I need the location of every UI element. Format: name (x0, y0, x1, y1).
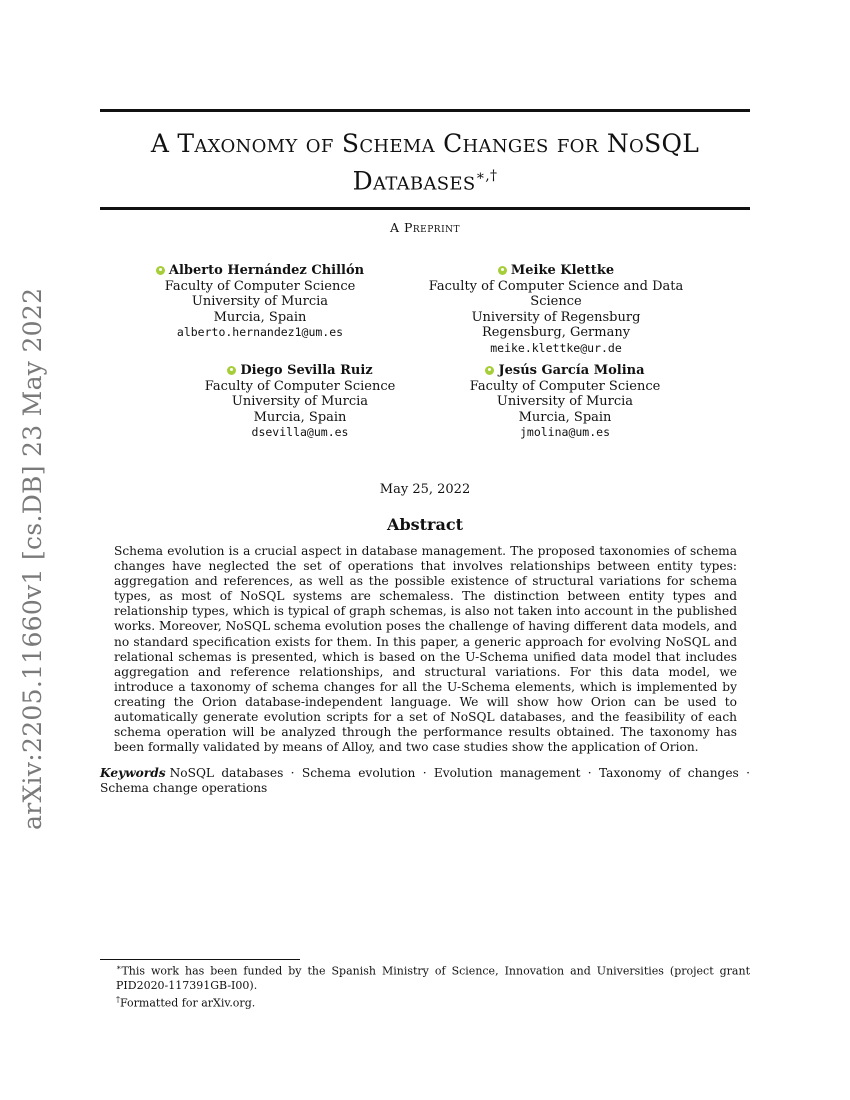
title-bottom-rule (100, 207, 750, 210)
footnote-mark: ∗ (116, 963, 122, 972)
author-university: University of Murcia (496, 394, 634, 409)
keywords-label: Keywords (100, 766, 166, 780)
footnote-format (100, 993, 750, 1011)
abstract-body: Schema evolution is a crucial aspect in database management. The proposed taxonomies of schema changes have neglected the set of operations that involves relationships between entity types: aggregation and references, as well as the possible existence of structural variations for schema types, as most of NoSQL systems are schemaless. The distinction between entity types and relationship types, which is typical of graph schemas, is also not taken into account in the published works. Moreover, NoSQL schema evolution poses the challenge of having different data models, and no standard specification exists for them. In this paper, a generic approach for evolving NoSQL and relational schemas is presented, which is based on the U-Schema unified data model that includes aggregation and reference relationships, and structural variations. For this data model, we introduce a taxonomy of schema changes for all the U-Schema elements, which is implemented by creating the Orion database-independent language. We will show how Orion can be used to automatically generate evolution scripts for a set of NoSQL databases, and the feasibility of each schema operation will be analyzed through the performance results obtained. The taxonomy has been formally validated by means of Alloy, and two case studies show the application of Orion. (114, 544, 737, 755)
author-name-row (450, 363, 680, 379)
footnote-text: Formatted for arXiv.org. (120, 996, 256, 1010)
author-block (406, 263, 706, 356)
author-affiliation: Faculty of Computer Science (204, 378, 396, 394)
title-line-2 (100, 160, 750, 197)
author-location: Murcia, Spain (518, 409, 612, 425)
author-university: University of Murcia (231, 394, 369, 409)
author-affiliation: Faculty of Computer Science and Data Science (428, 278, 684, 309)
title-footnote-marks: ∗,† (475, 168, 498, 184)
author-university: University of Regensburg (471, 309, 641, 325)
author-affiliation: Faculty of Computer Science (164, 278, 356, 294)
footnote-mark: † (116, 994, 120, 1004)
author-affiliation: Faculty of Computer Science (469, 378, 661, 394)
author-name-row (406, 263, 706, 279)
author-location: Regensburg, Germany (481, 325, 631, 340)
author-block (450, 363, 680, 441)
orcid-icon[interactable] (485, 366, 494, 375)
author-email[interactable]: dsevilla@um.es (251, 425, 349, 439)
footnote-funding (100, 961, 750, 993)
author-name-row (185, 363, 415, 379)
author-block (145, 263, 375, 341)
title-line-2-text: Databases (352, 166, 476, 196)
author-email[interactable]: meike.klettke@ur.de (490, 340, 622, 355)
author-email[interactable]: alberto.hernandez1@um.es (176, 325, 344, 339)
keywords-section (100, 766, 750, 796)
title-top-rule (100, 109, 750, 112)
footnotes (100, 961, 750, 1010)
footnote-rule (100, 959, 300, 960)
arxiv-sidebar-identifier: arXiv:2205.11660v1 [cs.DB] 23 May 2022 (18, 287, 47, 830)
author-email[interactable]: jmolina@um.es (519, 425, 610, 439)
author-name: Jesús García Molina (498, 363, 645, 378)
author-location: Murcia, Spain (213, 309, 307, 325)
orcid-icon[interactable] (156, 266, 165, 275)
paper-title (100, 128, 750, 197)
author-block (185, 363, 415, 441)
author-name: Alberto Hernández Chillón (168, 263, 365, 278)
author-name: Meike Klettke (510, 263, 615, 278)
abstract-heading: Abstract (387, 515, 463, 534)
orcid-icon[interactable] (227, 366, 236, 375)
author-name-row (145, 263, 375, 279)
author-name: Diego Sevilla Ruiz (240, 363, 373, 378)
preprint-label: A Preprint (389, 220, 461, 235)
paper-date: May 25, 2022 (379, 482, 471, 497)
orcid-icon[interactable] (498, 266, 507, 275)
author-location: Murcia, Spain (253, 409, 347, 425)
footnote-text: This work has been funded by the Spanish Ministry of Science, Innovation and Universities (project grant PID2020-117391GB-I00). (116, 964, 750, 992)
title-line-1: A Taxonomy of Schema Changes for NoSQL (150, 129, 700, 158)
author-university: University of Murcia (191, 294, 329, 309)
keywords-list: NoSQL databases · Schema evolution · Evolution management · Taxonomy of changes · Schema change operations (100, 766, 750, 796)
